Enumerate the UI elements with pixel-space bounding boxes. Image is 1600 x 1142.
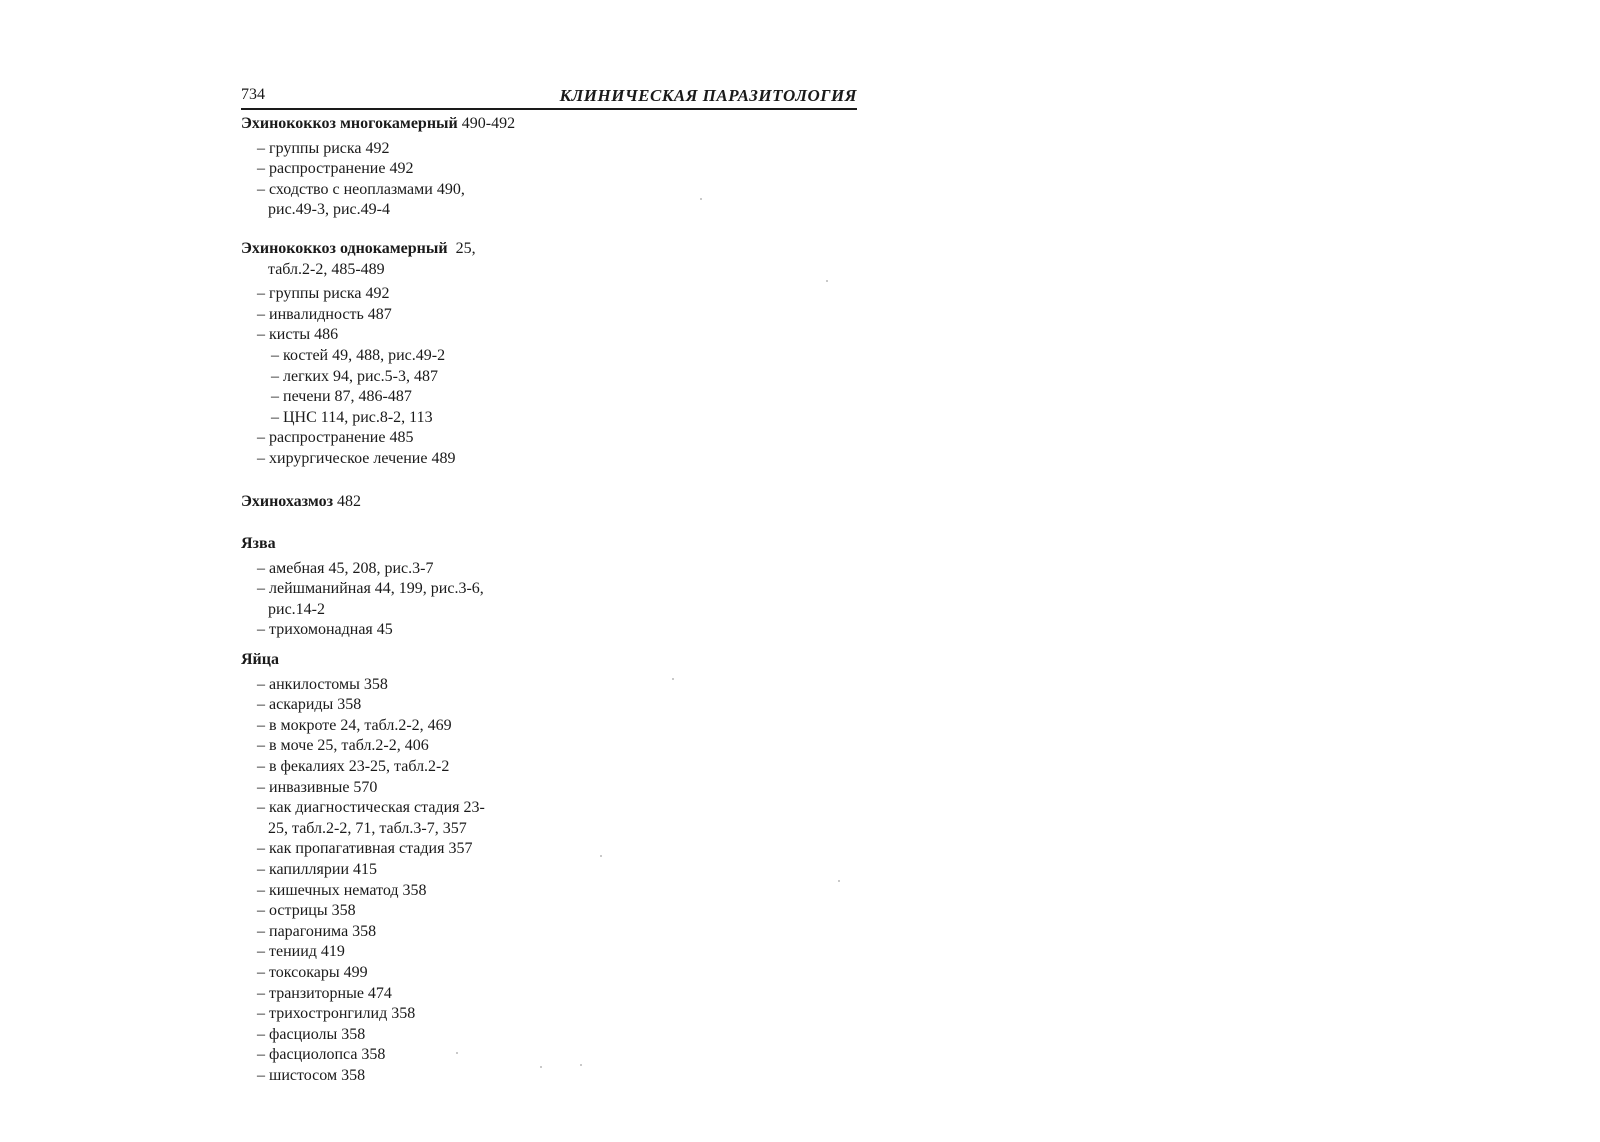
running-title: КЛИНИЧЕСКАЯ ПАРАЗИТОЛОГИЯ [559, 86, 857, 105]
subentry-continuation: рис.14-2 [268, 600, 325, 618]
subentry: – распространение 485 [257, 429, 414, 447]
subentry: – костей 49, 488, рис.49-2 [271, 346, 446, 364]
subentry: – как диагностическая стадия 23- [257, 799, 485, 817]
subentry: – тениид 419 [257, 943, 345, 961]
subentry-list [241, 284, 861, 469]
scan-speck [580, 1064, 582, 1066]
entry-term: Эхинококкоз однокамерный [241, 239, 448, 257]
entry-headline [241, 650, 861, 671]
entry-page-refs: 490-492 [457, 115, 516, 132]
subentry-list [241, 139, 861, 221]
entry-term: Эхинококкоз многокамерный [241, 115, 458, 132]
subentry-continuation: рис.49-3, рис.49-4 [268, 201, 390, 219]
scan-speck [600, 855, 602, 857]
page-number: 734 [241, 86, 265, 103]
subentry: – аскариды 358 [257, 696, 362, 714]
subentry: – как пропагативная стадия 357 [257, 840, 473, 858]
index-entry [241, 114, 861, 221]
entry-page-refs: 25, [447, 239, 476, 257]
entry-headline [241, 534, 861, 555]
subentry: – распространение 492 [257, 160, 414, 178]
subentry: – легких 94, рис.5-3, 487 [271, 367, 438, 385]
scan-speck [540, 1066, 542, 1068]
running-head [241, 84, 857, 110]
subentry: – инвазивные 570 [257, 778, 378, 796]
subentry: – анкилостомы 358 [257, 675, 388, 693]
subentry: – в мокроте 24, табл.2-2, 469 [257, 716, 452, 734]
entry-term: Яйца [241, 651, 279, 669]
index-page [241, 84, 861, 1087]
subentry: – трихомонадная 45 [257, 621, 393, 639]
subentry: – группы риска 492 [257, 139, 390, 157]
subject-index [241, 114, 861, 1087]
subentry: – группы риска 492 [257, 285, 390, 303]
subentry: – ЦНС 114, рис.8-2, 113 [271, 408, 433, 426]
entry-continuation: табл.2-2, 485-489 [268, 260, 385, 278]
subentry: – сходство с неоплазмами 490, [257, 180, 465, 198]
subentry: – фасциолопса 358 [257, 1046, 386, 1064]
scan-speck [672, 678, 674, 680]
subentry: – фасциолы 358 [257, 1025, 366, 1043]
subentry: – кишечных нематод 358 [257, 881, 427, 899]
subentry: – хирургическое лечение 489 [257, 449, 456, 467]
subentry: – лейшманийная 44, 199, рис.3-6, [257, 580, 484, 598]
scan-speck [826, 280, 828, 282]
scan-speck [456, 1052, 458, 1054]
subentry: – инвалидность 487 [257, 305, 392, 323]
subentry: – шистосом 358 [257, 1066, 366, 1084]
subentry: – в моче 25, табл.2-2, 406 [257, 737, 429, 755]
subentry: – капиллярии 415 [257, 861, 377, 878]
entry-headline [241, 492, 861, 513]
subentry: – токсокары 499 [257, 963, 368, 981]
index-entry [241, 492, 861, 513]
entry-headline [241, 239, 861, 260]
subentry-list [241, 675, 861, 1087]
subentry: – кисты 486 [257, 326, 339, 344]
entry-page-refs: 482 [333, 492, 361, 510]
subentry: – трихостронгилид 358 [257, 1005, 416, 1023]
subentry: – парагонима 358 [257, 922, 377, 940]
subentry: – амебная 45, 208, рис.3-7 [257, 559, 434, 577]
index-entry [241, 239, 861, 470]
subentry: – транзиторные 474 [257, 984, 392, 1002]
subentry: – острицы 358 [257, 902, 356, 920]
entry-term: Язва [241, 535, 276, 553]
subentry-list [241, 559, 861, 641]
entry-headline [241, 114, 861, 135]
entry-term: Эхинохазмоз [241, 492, 333, 510]
subentry: – в фекалиях 23-25, табл.2-2 [257, 758, 450, 776]
subentry: – печени 87, 486-487 [271, 388, 412, 406]
index-entry [241, 534, 861, 641]
scan-speck [700, 198, 702, 200]
scan-speck [838, 880, 840, 882]
index-entry [241, 650, 861, 1086]
subentry-continuation: 25, табл.2-2, 71, табл.3-7, 357 [268, 819, 467, 837]
